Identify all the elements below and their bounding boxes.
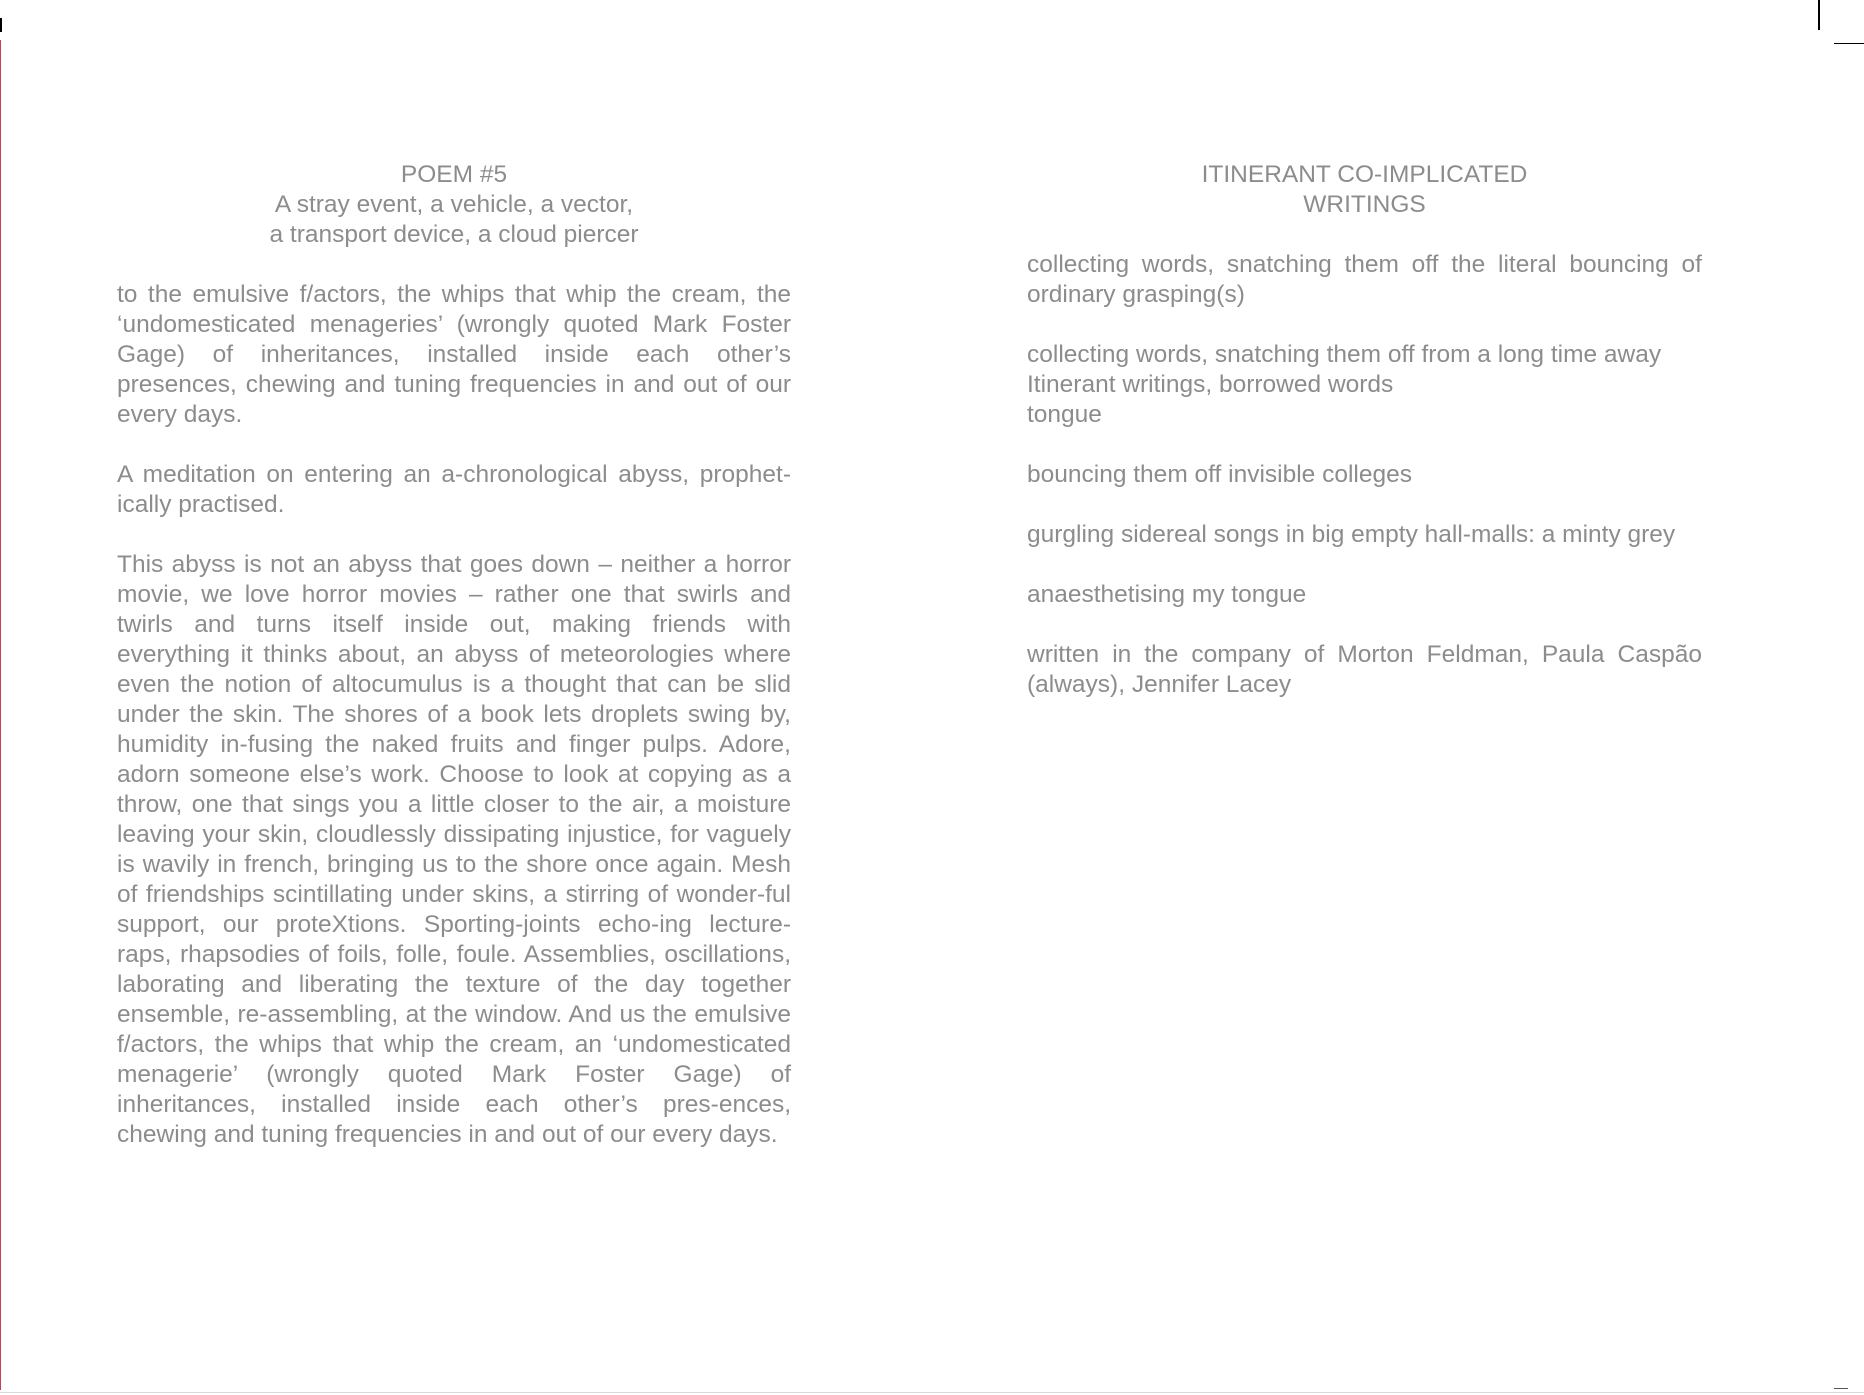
writings-title-line-1: ITINERANT CO-IMPLICATED (1201, 161, 1528, 188)
writings-title-line-2: WRITINGS (1303, 191, 1426, 218)
right-page-text-column (1027, 160, 1702, 730)
stanza-1: collecting words, snatching them off the literal bouncing of ordinary grasping(s) (1027, 251, 1702, 308)
poem-paragraph-1: to the emulsive f/actors, the whips that whip the cream, the ‘undomesticated menageries’ (wrongly quoted Mark Foster Gage) of inheritances, installed inside each other’s presences, chewing and tuning frequencies in and out of our every days. (117, 281, 791, 428)
stanza-3: bouncing them off invisible colleges (1027, 461, 1412, 488)
poem-title-block (117, 160, 791, 250)
stanza-4: gurgling sidereal songs in big empty hall-malls: a minty grey (1027, 521, 1676, 548)
stanza-2-line-2: Itinerant writings, borrowed words (1027, 371, 1394, 398)
poem-subtitle-line-1: A stray event, a vehicle, a vector, (274, 191, 634, 218)
left-page-text-column (117, 160, 791, 1180)
poem-paragraph-2: A meditation on entering an a-chronological abyss, prophet-ically practised. (117, 461, 791, 518)
stanza-6: written in the company of Morton Feldman, Paula Caspão (always), Jennifer Lacey (1027, 641, 1702, 698)
stanza-2-line-1: collecting words, snatching them off from a long time away (1027, 341, 1662, 368)
poem-subtitle-line-2: a transport device, a cloud piercer (269, 221, 639, 248)
stanza-2-line-3: tongue (1027, 401, 1102, 428)
poem-paragraph-3: This abyss is not an abyss that goes down – neither a horror movie, we love horror movies – rather one that swirls and twirls and turns itself inside out, making friends with everything it thinks about, an abyss of meteorologies where even the notion of altocumulus is a thought that can be slid under the skin. The shores of a book lets droplets swing by, humidity in-fusing the naked fruits and finger pulps. Adore, adorn someone else’s work. Choose to look at copying as a throw, one that sings you a little closer to the air, a moisture leaving your skin, cloudlessly dissipating injustice, for vaguely is wavily in french, bringing us to the shore once again. Mesh of friendships scintillating under skins, a stirring of wonder-ful support, our proteXtions. Sporting-joints echo-ing lecture-raps, rhapsodies of foils, folle, foule. Assemblies, oscillations, laborating and liberating the texture of the day together ensemble, re-assembling, at the window. And us the emulsive f/actors, the whips that whip the cream, an ‘undomesticated menagerie’ (wrongly quoted Mark Foster Gage) of inheritances, installed inside each other’s pres-ences, chewing and tuning frequencies in and out of our every days. (117, 551, 791, 1148)
stanza-5: anaesthetising my tongue (1027, 581, 1307, 608)
writings-title-block (1027, 160, 1702, 220)
poem-title: POEM #5 (400, 161, 508, 188)
stanza-2 (1027, 340, 1702, 430)
